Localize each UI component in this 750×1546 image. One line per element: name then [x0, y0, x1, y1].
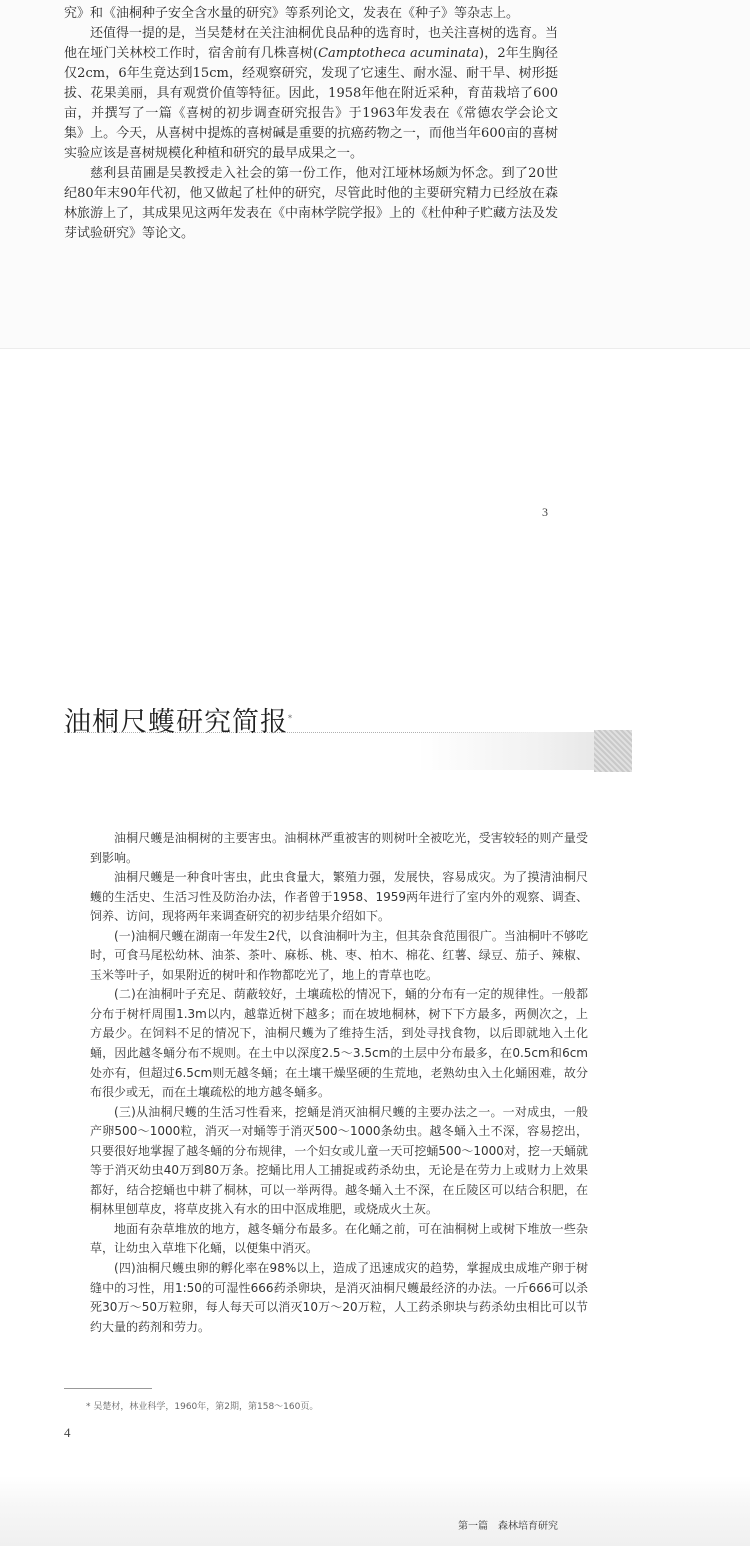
paragraph: (一)油桐尺蠖在湖南一年发生2代，以食油桐叶为主，但其杂食范围很广。当油桐叶不够吃时，可食马尾松幼林、油茶、茶叶、麻栎、桃、枣、柏木、棉花、红薯、绿豆、茄子、辣椒、玉米等叶子，如果附近的树叶和作物都吃光了，地上的青草也吃。: [90, 928, 588, 982]
page-number: 3: [542, 505, 548, 519]
paragraph: 油桐尺蠖是一种食叶害虫，此虫食量大，繁殖力强，发展快，容易成灾。为了摸清油桐尺蠖的生活史、生活习性及防治办法，作者曾于1958、1959两年进行了室内外的观察、调查、饲养、访问，现将两年来调查研究的初步结果介绍如下。: [90, 870, 588, 924]
page-edge-divider: [0, 348, 750, 349]
paragraph: 油桐尺蠖是油桐树的主要害虫。油桐林严重被害的则树叶全被吃光，受害较轻的则产量受到影响。: [90, 831, 588, 865]
paragraph: [64, 24, 558, 164]
paragraph-part: )，2年生胸径仅2cm，6年生竟达到15cm，经观察研究，发现了它速生、耐水湿、耐干旱、树形挺拔、花果美丽，具有观赏价值等特征。因此，1958年他在附近采种，育苗栽培了600亩，并撰写了一篇《喜树的初步调查研究报告》于1963年发表在《常德农学会论文集》上。今天，从喜树中提炼的喜树碱是重要的抗癌药物之一，而他当年600亩的喜树实验应该是喜树规模化种植和研究的最早成果之一。: [64, 46, 559, 161]
footnote: * 吴楚材，林业科学，1960年，第2期，第158～160页。: [86, 1402, 319, 1412]
paragraph: 地面有杂草堆放的地方，越冬蛹分布最多。在化蛹之前，可在油桐树上或树下堆放一些杂草，让幼虫入草堆下化蛹，以便集中消灭。: [90, 1221, 588, 1256]
page-bottom-band: [0, 1476, 750, 1546]
article-title: [64, 700, 293, 739]
title-decoration-block: [594, 730, 632, 772]
page-number: 4: [64, 1425, 71, 1440]
previous-page-text: [64, 4, 558, 244]
paragraph: 慈利县苗圃是吴教授走入社会的第一份工作，他对江垭林场颇为怀念。到了20世纪80年末90年代初，他又做起了杜仲的研究，尽管此时他的主要研究精力已经放在森林旅游上了，其成果见这两年发表在《中南林学院学报》上的《杜仲种子贮藏方法及发芽试验研究》等论文。: [64, 166, 559, 241]
footnote-divider: [64, 1388, 152, 1389]
running-footer: 第一篇 森林培育研究: [458, 1521, 558, 1532]
paragraph: (二)在油桐叶子充足、荫蔽较好，土壤疏松的情况下，蛹的分布有一定的规律性。一般都分布于树杆周围1.3m以内，越靠近树下越多；而在坡地桐林，树下下方最多，两侧次之，上方最少。在饲料不足的情况下，油桐尺蠖为了维持生活，到处寻找食物，以后即就地入土化蛹，因此越冬蛹分布不规则。在土中以深度2.5～3.5cm的土层中分布最多，在0.5cm和6cm处亦有，但超过6.5cm则无越冬蛹；在土壤干燥坚硬的生荒地，老熟幼虫入土化蛹困难，故分布很少或无，而在土壤疏松的地方越冬蛹多。: [90, 987, 588, 1100]
paragraph-part: 还值得一提的是，当吴楚材在关注油桐优良品种的选育时，也关注喜树的选育。当他在垭门关林校工作时，宿舍前有几株喜树(: [64, 26, 559, 61]
article-title-text: 油桐尺蠖研究简报: [64, 707, 288, 738]
paragraph: (三)从油桐尺蠖的生活习性看来，挖蛹是消灭油桐尺蠖的主要办法之一。一对成虫，一般产卵500～1000粒，消灭一对蛹等于消灭500～1000条幼虫。越冬蛹入土不深，容易挖出，只要很好地掌握了越冬蛹的分布规律，一个妇女或儿童一天可挖蛹500～1000对，挖一天蛹就等于消灭幼虫40万到80万条。挖蛹比用人工捕捉或药杀幼虫，无论是在劳力上或财力上效果都好，结合挖蛹也中耕了桐林，可以一举两得。越冬蛹入土不深，在丘陵区可以结合积肥，在桐林里刨草皮，将草皮挑入有水的田中沤成堆肥，或烧成火土灰。: [90, 1104, 588, 1217]
latin-name: Camptotheca acuminata: [318, 46, 480, 61]
article-body: [90, 829, 588, 1337]
paragraph: (四)油桐尺蠖虫卵的孵化率在98%以上，造成了迅速成灾的趋势，掌握成虫成堆产卵于树缝中的习性，用1:50的可湿性666药杀卵块，是消灭油桐尺蠖最经济的办法。一斤666可以杀死30万～50万粒卵，每人每天可以消灭10万～20万粒，人工药杀卵块与药杀幼虫相比可以节约大量的药剂和劳力。: [90, 1261, 588, 1334]
title-decoration: [418, 732, 594, 770]
footnote-marker: *: [288, 714, 293, 723]
paragraph: 究》和《油桐种子安全含水量的研究》等系列论文，发表在《种子》等杂志上。: [64, 6, 520, 21]
